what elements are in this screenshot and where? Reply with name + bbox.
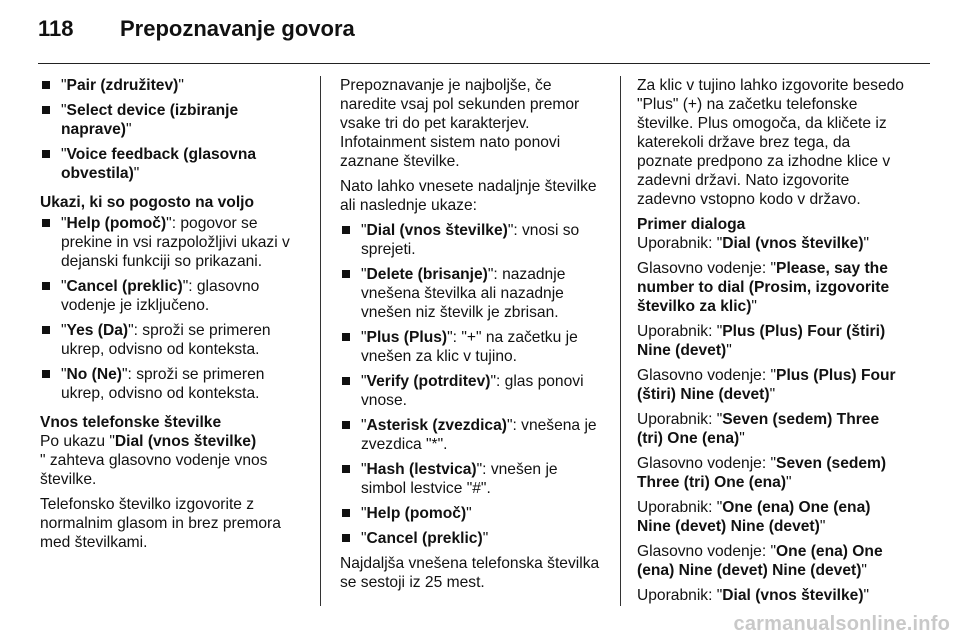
paragraph: Po ukazu "Dial (vnos številke) " zahteva glasovno vodenje vnos številke.	[40, 433, 268, 488]
list-item: "Hash (lestvica)": vnešen je simbol lestvice "#".	[340, 460, 605, 498]
list-item: "Pair (združitev)"	[40, 76, 302, 95]
list-item: "Verify (potrditev)": glas ponovi vnose.	[340, 372, 605, 410]
list-item: "Asterisk (zvezdica)": vnešena je zvezdica "*".	[340, 416, 605, 454]
paragraph: Nato lahko vnesete nadaljnje številke ali naslednje ukaze:	[340, 178, 597, 214]
dialog-line: Glasovno vodenje: "Plus (Plus) Four (štiri) Nine (devet)"	[637, 367, 896, 403]
dialog-line: Glasovno vodenje: "One (ena) One (ena) Nine (devet) Nine (devet)"	[637, 543, 883, 579]
list-item: "Delete (brisanje)": nazadnje vnešena številka ali nazadnje vnešen niz številk je zbrisan.	[340, 265, 605, 322]
paragraph: Prepoznavanje je najboljše, če naredite vsaj pol sekunden premor vsake tri do pet karakterjev. Infotainment sistem nato ponovi zaznane številke.	[340, 77, 580, 170]
list-item: "Plus (Plus)": "+" na začetku je vnešen za klic v tujino.	[340, 328, 605, 366]
bullet-square-icon	[42, 81, 50, 89]
section-heading: Ukazi, ki so pogosto na voljo	[40, 194, 255, 211]
section-heading: Primer dialoga	[637, 216, 746, 233]
column-divider-2	[620, 76, 621, 606]
column-1	[40, 76, 302, 558]
bullet-square-icon	[342, 534, 350, 542]
bullet-square-icon	[342, 333, 350, 341]
commands-list	[40, 214, 302, 403]
bullet-square-icon	[42, 282, 50, 290]
bullet-square-icon	[342, 270, 350, 278]
header-rule	[38, 63, 930, 64]
list-item: "Voice feedback (glasovna obvestila)"	[40, 145, 302, 183]
list-item: "Help (pomoč)"	[340, 504, 605, 523]
page-number: 118	[38, 16, 74, 41]
watermark: carmanualsonline.info	[733, 613, 950, 635]
bullet-square-icon	[342, 509, 350, 517]
section-heading: Vnos telefonske številke	[40, 414, 222, 431]
column-2	[340, 76, 605, 598]
bullet-square-icon	[42, 370, 50, 378]
paragraph: Telefonsko številko izgovorite z normalnim glasom in brez premora med številkami.	[40, 496, 281, 551]
top-list	[40, 76, 302, 183]
bullet-square-icon	[42, 150, 50, 158]
bullet-square-icon	[42, 106, 50, 114]
column-divider-1	[320, 76, 321, 606]
dialog-line: Glasovno vodenje: "Seven (sedem) Three (tri) One (ena)"	[637, 455, 887, 491]
list-item: "Select device (izbiranje naprave)"	[40, 101, 302, 139]
entry-commands-list	[340, 221, 605, 548]
dialog-line: Uporabnik: "Seven (sedem) Three (tri) One (ena)"	[637, 411, 880, 447]
dialog-line: Uporabnik: "One (ena) One (ena) Nine (devet) Nine (devet)"	[637, 499, 871, 535]
column-3	[637, 76, 905, 611]
page-header	[38, 16, 355, 52]
dialog-line: Glasovno vodenje: "Please, say the number to dial (Prosim, izgovorite številko za klic)"	[637, 260, 890, 315]
dialog-line: Uporabnik: "Dial (vnos številke)"	[637, 235, 870, 252]
list-item: "No (Ne)": sproži se primeren ukrep, odvisno od konteksta.	[40, 365, 302, 403]
paragraph: Za klic v tujino lahko izgovorite besedo "Plus" (+) na začetku telefonske številke. Plus omogoča, da kličete iz katerekoli države brez tega, da poznate predpono za izhodne klice v zadevni državi. Nato izgovorite zadevno vstopno kodo v državo.	[637, 77, 904, 208]
dialog-line: Uporabnik: "Dial (vnos številke)"	[637, 587, 870, 604]
bullet-square-icon	[342, 377, 350, 385]
list-item: "Cancel (preklic)": glasovno vodenje je izključeno.	[40, 277, 302, 315]
dialog-line: Uporabnik: "Plus (Plus) Four (štiri) Nine (devet)"	[637, 323, 886, 359]
list-item: "Help (pomoč)": pogovor se prekine in vsi razpoložljivi ukazi v dejanski funkciji so prikazani.	[40, 214, 302, 271]
bullet-square-icon	[42, 326, 50, 334]
list-item: "Yes (Da)": sproži se primeren ukrep, odvisno od konteksta.	[40, 321, 302, 359]
page-title: Prepoznavanje govora	[120, 16, 355, 41]
list-item: "Dial (vnos številke)": vnosi so sprejeti.	[340, 221, 605, 259]
list-item: "Cancel (preklic)"	[340, 529, 605, 548]
bullet-square-icon	[342, 421, 350, 429]
bullet-square-icon	[42, 219, 50, 227]
bullet-square-icon	[342, 465, 350, 473]
bullet-square-icon	[342, 226, 350, 234]
paragraph: Najdaljša vnešena telefonska številka se sestoji iz 25 mest.	[340, 555, 600, 591]
